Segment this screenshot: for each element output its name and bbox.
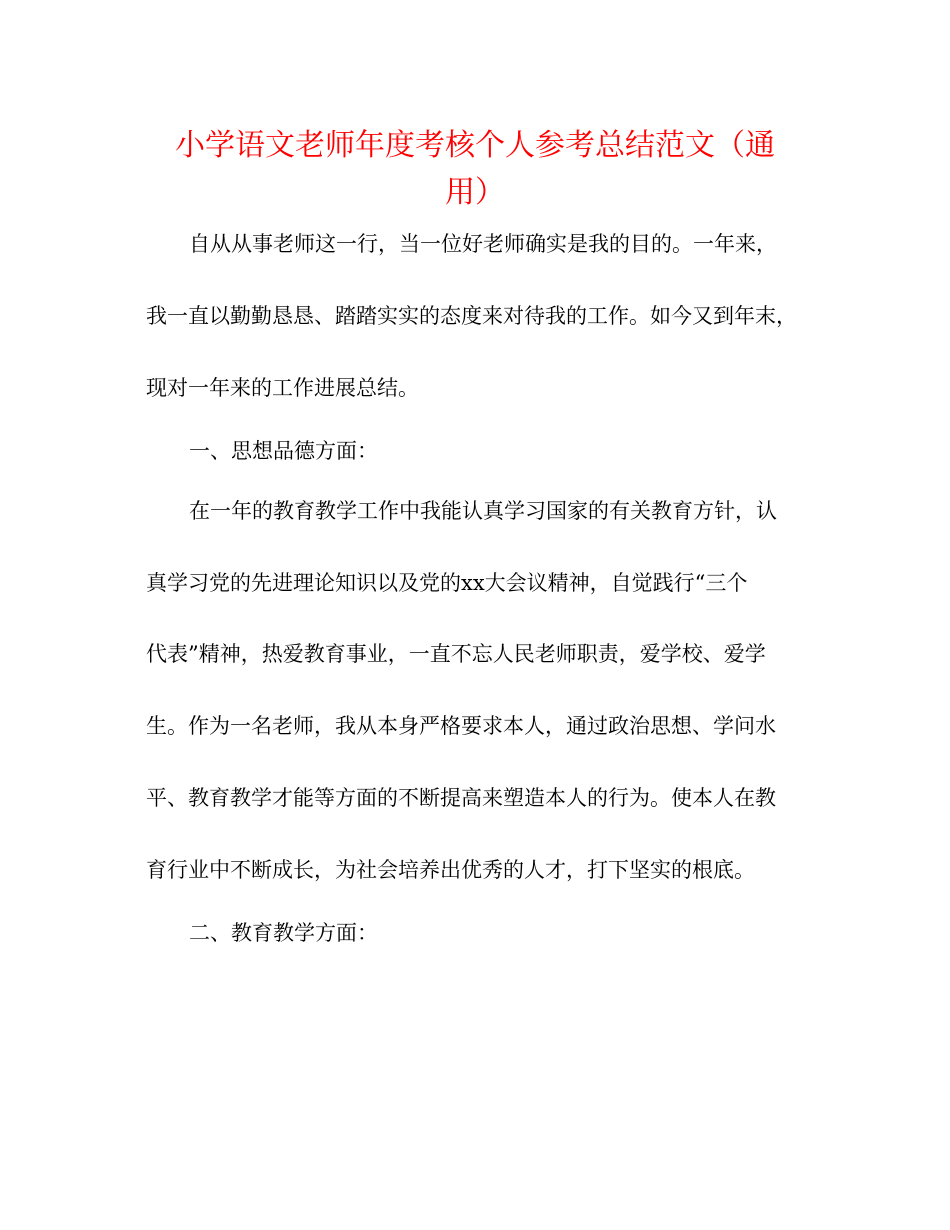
- section-heading-morality: 一、思想品德方面：: [189, 439, 378, 463]
- paragraph-morality-line-4: 生。作为一名老师，我从本身严格要求本人，通过政治思想、学问水: [146, 714, 776, 738]
- paragraph-morality-line-2: 真学习党的先进理论知识以及党的xx大会议精神，自觉践行“三个: [146, 571, 748, 595]
- paragraph-morality-line-3: 代表”精神，热爱教育事业，一直不忘人民老师职责，爱学校、爱学: [146, 642, 766, 666]
- paragraph-intro-line-3: 现对一年来的工作进展总结。: [146, 376, 419, 400]
- document-title-line-1: 小学语文老师年度考核个人参考总结范文（通: [175, 128, 775, 163]
- document-title-line-2: 用）: [445, 175, 505, 210]
- paragraph-morality-line-6: 育行业中不断成长，为社会培养出优秀的人才，打下坚实的根底。: [146, 858, 755, 882]
- paragraph-intro-line-2: 我一直以勤勤恳恳、踏踏实实的态度来对待我的工作。如今又到年末，: [146, 304, 797, 328]
- paragraph-morality-line-1: 在一年的教育教学工作中我能认真学习国家的有关教育方针，认: [189, 499, 777, 523]
- section-heading-teaching: 二、教育教学方面：: [189, 921, 378, 945]
- paragraph-intro-line-1: 自从从事老师这一行，当一位好老师确实是我的目的。一年来，: [189, 232, 777, 256]
- paragraph-morality-line-5: 平、教育教学才能等方面的不断提高来塑造本人的行为。使本人在教: [146, 786, 776, 810]
